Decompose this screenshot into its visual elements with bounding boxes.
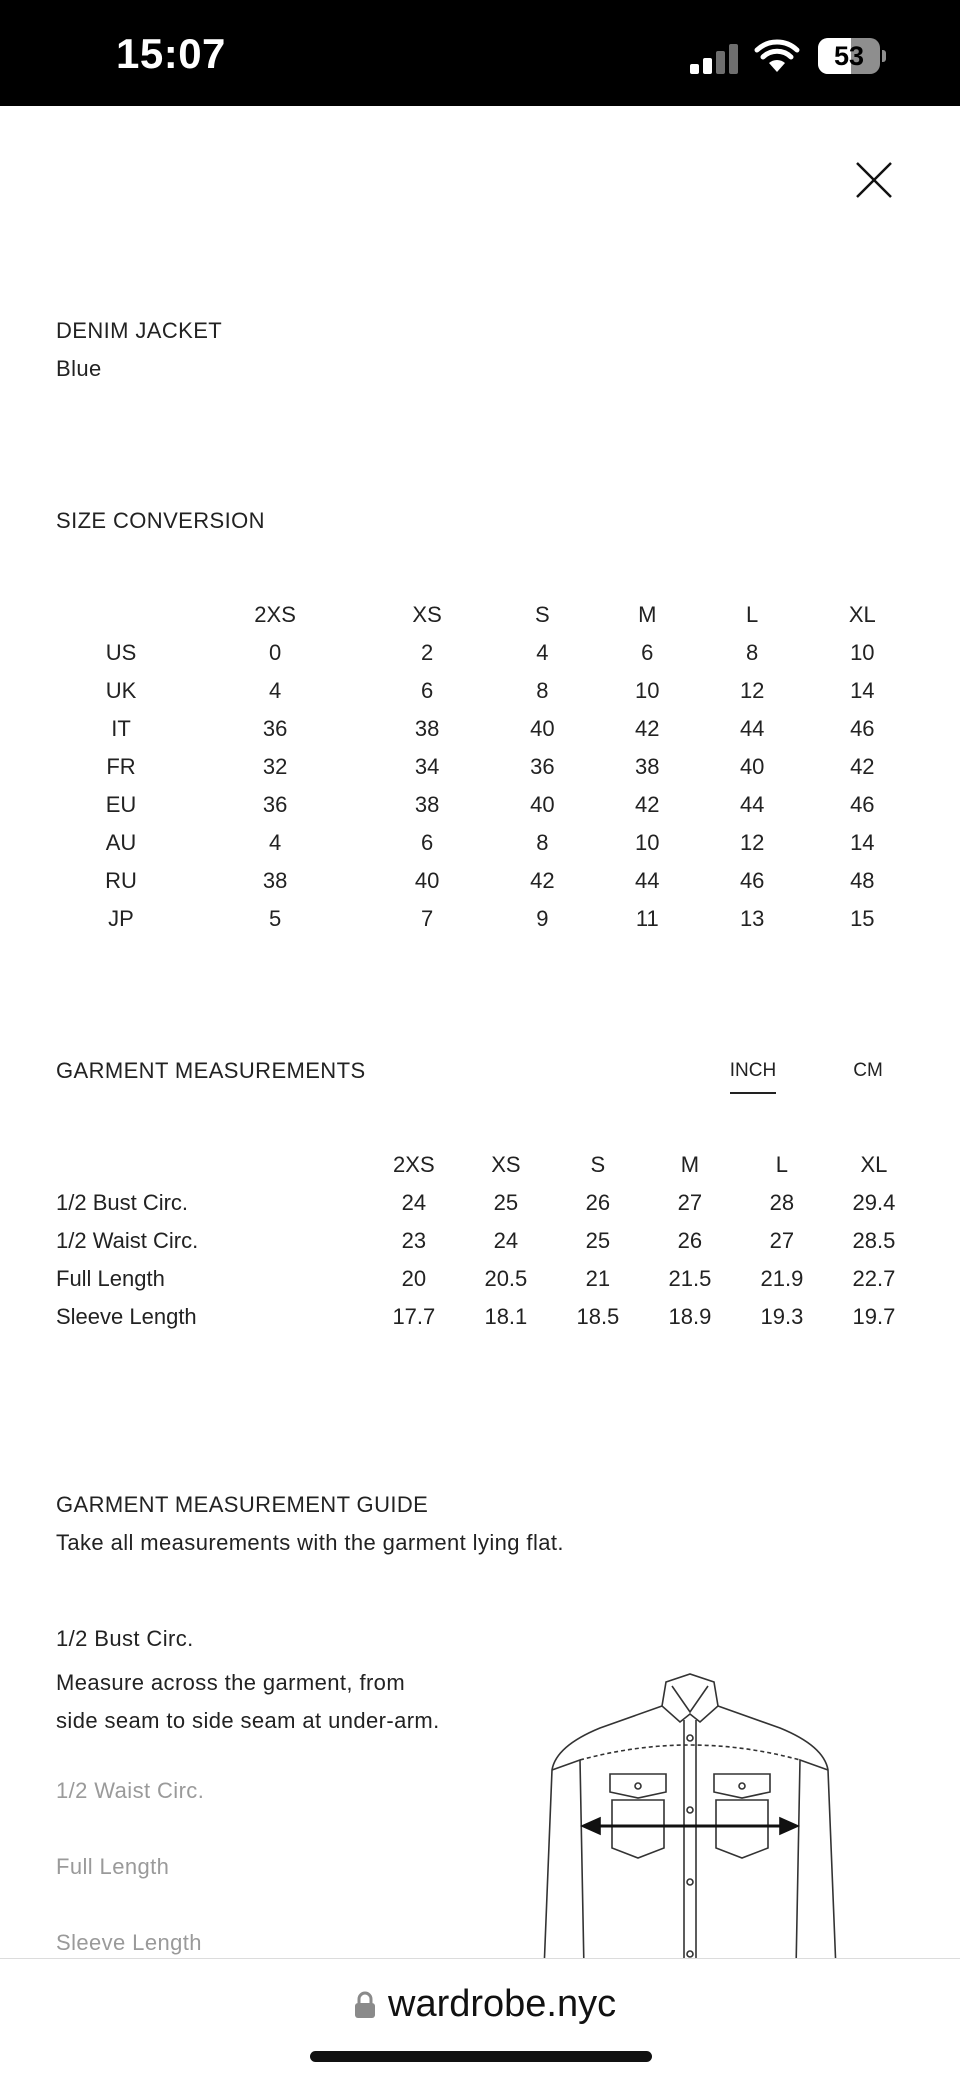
guide-item-bust-description: Measure across the garment, from side seam to side seam at under-arm. <box>56 1670 440 1733</box>
product-color: Blue <box>56 356 102 381</box>
table-header-row <box>56 596 920 634</box>
table-cell: 29.4 <box>852 1190 896 1215</box>
column-header: XL <box>848 602 876 627</box>
table-cell: 36 <box>262 716 288 741</box>
table-cell: 19.3 <box>760 1304 804 1329</box>
table-row <box>56 1260 920 1298</box>
table-cell: 20.5 <box>484 1266 528 1291</box>
table-cell: 4 <box>268 830 282 855</box>
column-header: L <box>775 1152 789 1177</box>
table-cell: 14 <box>850 678 875 703</box>
table-cell: 13 <box>739 906 765 931</box>
table-cell: 36 <box>262 792 288 817</box>
battery-level: 53 <box>833 41 865 71</box>
column-header: 2XS <box>393 1152 435 1177</box>
table-cell: 28 <box>769 1190 795 1215</box>
row-label: RU <box>105 868 137 893</box>
unit-inch-toggle[interactable]: INCH <box>722 1060 784 1082</box>
table-cell: 23 <box>401 1228 427 1253</box>
product-name: DENIM JACKET <box>56 318 223 343</box>
table-cell: 40 <box>739 754 765 779</box>
table-row <box>56 1298 920 1336</box>
column-header: XS <box>412 602 442 627</box>
table-cell: 8 <box>746 640 759 665</box>
table-row <box>56 710 920 748</box>
table-cell: 38 <box>262 868 288 893</box>
measurement-guide-title: GARMENT MEASUREMENT GUIDE <box>56 1492 429 1517</box>
table-cell: 44 <box>739 716 765 741</box>
table-cell: 21.9 <box>760 1266 804 1291</box>
guide-item-full-length[interactable]: Full Length <box>56 1854 170 1879</box>
measurement-guide-description: Take all measurements with the garment lying flat. <box>56 1530 564 1555</box>
table-cell: 11 <box>635 906 659 931</box>
table-cell: 27 <box>677 1190 703 1215</box>
table-cell: 10 <box>635 678 660 703</box>
table-cell: 26 <box>677 1228 703 1253</box>
table-row <box>56 748 920 786</box>
status-bar <box>0 0 960 106</box>
table-cell: 38 <box>635 754 660 779</box>
table-cell: 42 <box>530 868 555 893</box>
garment-measurements-table <box>56 1146 920 1336</box>
table-cell: 34 <box>414 754 440 779</box>
table-cell: 25 <box>585 1228 611 1253</box>
row-label: 1/2 Waist Circ. <box>56 1228 199 1253</box>
table-cell: 24 <box>493 1228 519 1253</box>
column-header: L <box>746 602 759 627</box>
table-cell: 9 <box>536 906 549 931</box>
home-indicator[interactable] <box>310 2051 652 2062</box>
status-time: 15:07 <box>116 30 226 77</box>
table-cell: 42 <box>635 792 660 817</box>
table-cell: 32 <box>262 754 288 779</box>
column-header: 2XS <box>254 602 296 627</box>
table-cell: 4 <box>536 640 549 665</box>
table-cell: 19.7 <box>852 1304 896 1329</box>
table-cell: 6 <box>420 830 434 855</box>
table-cell: 36 <box>530 754 555 779</box>
table-cell: 48 <box>850 868 875 893</box>
row-label: JP <box>108 906 134 931</box>
table-cell: 12 <box>739 678 765 703</box>
table-cell: 21.5 <box>668 1266 712 1291</box>
table-cell: 40 <box>530 792 555 817</box>
table-cell: 2 <box>420 640 434 665</box>
row-label: Full Length <box>56 1266 165 1291</box>
battery-icon <box>818 38 886 74</box>
table-cell: 6 <box>420 678 434 703</box>
lock-icon <box>354 1991 376 2019</box>
table-cell: 20 <box>401 1266 427 1291</box>
table-row <box>56 786 920 824</box>
table-row <box>56 1184 920 1222</box>
table-cell: 18.5 <box>576 1304 620 1329</box>
browser-url-bar[interactable] <box>0 1958 960 2077</box>
table-cell: 18.9 <box>668 1304 712 1329</box>
table-cell: 8 <box>536 678 549 703</box>
column-header: XL <box>860 1152 888 1177</box>
table-cell: 17.7 <box>392 1304 436 1329</box>
column-header: XS <box>491 1152 521 1177</box>
table-cell: 42 <box>635 716 660 741</box>
size-conversion-table <box>56 596 920 938</box>
table-cell: 38 <box>414 716 440 741</box>
row-label: FR <box>106 754 136 779</box>
table-cell: 5 <box>268 906 282 931</box>
table-row <box>56 672 920 710</box>
table-cell: 8 <box>536 830 549 855</box>
table-cell: 10 <box>850 640 875 665</box>
table-cell: 40 <box>530 716 555 741</box>
table-cell: 4 <box>268 678 282 703</box>
column-header: S <box>535 602 550 627</box>
table-cell: 18.1 <box>484 1304 528 1329</box>
close-button[interactable] <box>852 158 896 202</box>
garment-measurements-title: GARMENT MEASUREMENTS <box>56 1058 366 1083</box>
table-cell: 25 <box>493 1190 519 1215</box>
table-cell: 40 <box>414 868 440 893</box>
table-cell: 10 <box>635 830 660 855</box>
shirt-diagram-image <box>540 1670 840 1970</box>
size-conversion-title: SIZE CONVERSION <box>56 508 265 533</box>
row-label: EU <box>105 792 137 817</box>
table-row <box>56 824 920 862</box>
row-label: IT <box>111 716 131 741</box>
column-header: S <box>590 1152 606 1177</box>
table-cell: 22.7 <box>852 1266 896 1291</box>
table-cell: 42 <box>850 754 875 779</box>
guide-item-sleeve-length[interactable]: Sleeve Length <box>56 1930 202 1955</box>
table-cell: 28.5 <box>852 1228 896 1253</box>
table-cell: 44 <box>739 792 765 817</box>
table-cell: 24 <box>401 1190 427 1215</box>
table-row <box>56 634 920 672</box>
table-cell: 14 <box>850 830 875 855</box>
table-cell: 26 <box>585 1190 611 1215</box>
row-label: 1/2 Bust Circ. <box>56 1190 189 1215</box>
table-cell: 21 <box>585 1266 611 1291</box>
row-label: Sleeve Length <box>56 1304 197 1329</box>
table-cell: 12 <box>739 830 765 855</box>
table-cell: 15 <box>850 906 875 931</box>
column-header: M <box>638 602 657 627</box>
table-cell: 46 <box>739 868 765 893</box>
row-label: AU <box>105 830 137 855</box>
table-row <box>56 862 920 900</box>
table-cell: 46 <box>850 792 875 817</box>
table-cell: 0 <box>268 640 282 665</box>
row-label: UK <box>105 678 137 703</box>
table-cell: 27 <box>769 1228 795 1253</box>
table-cell: 46 <box>850 716 875 741</box>
table-row <box>56 1222 920 1260</box>
column-header: M <box>680 1152 700 1177</box>
row-label: US <box>105 640 137 665</box>
table-header-row <box>56 1146 920 1184</box>
url-text[interactable]: wardrobe.nyc <box>388 1983 617 2025</box>
table-cell: 7 <box>420 906 434 931</box>
table-cell: 6 <box>641 640 654 665</box>
table-cell: 44 <box>635 868 660 893</box>
guide-item-waist[interactable]: 1/2 Waist Circ. <box>56 1778 205 1803</box>
table-cell: 38 <box>414 792 440 817</box>
guide-item-bust-title[interactable]: 1/2 Bust Circ. <box>56 1626 194 1651</box>
wifi-icon <box>754 38 800 74</box>
cellular-signal-icon <box>690 44 742 74</box>
unit-cm-toggle[interactable]: CM <box>853 1060 883 1081</box>
table-row <box>56 900 920 938</box>
